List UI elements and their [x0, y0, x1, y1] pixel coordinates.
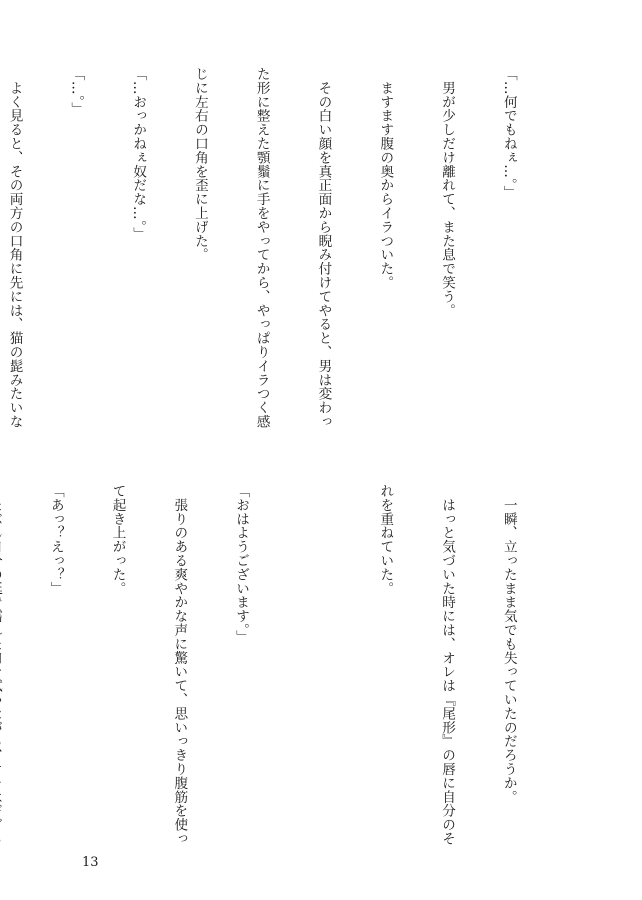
text-line: ますます腹の奥からイラついた。 — [377, 67, 394, 290]
text-line: 「…おっかねぇ奴だな…。」 — [130, 67, 147, 241]
text-line: その白い顔を真正面から睨み付けてやると、男は変わっ — [315, 67, 332, 429]
text-line: 「…何でもねぇ…。」 — [500, 67, 517, 200]
upper-text-block — [0, 67, 560, 429]
lower-text-block — [0, 484, 560, 846]
text-line: じに左右の口角を歪に上げた。 — [191, 67, 208, 262]
text-line: れを重ねていた。 — [377, 484, 394, 596]
text-line — [0, 484, 4, 814]
text-line: た形に整えた顎鬚に手をやってから、やっぱりイラつく感 — [253, 67, 270, 429]
text-line: 張りのある爽やかな声に驚いて、思いっきり腹筋を使っ — [171, 484, 188, 846]
text-line: 一瞬、立ったまま気でも失っていたのだろうか。 — [500, 484, 517, 804]
text-line: はっと気づいた時には、オレは『尾形』の唇に自分のそ — [439, 484, 456, 846]
text-line: て起き上がった。 — [109, 484, 126, 596]
text-line: 「…。」 — [68, 67, 85, 116]
text-line: 男が少しだけ離れて、また息で笑う。 — [439, 67, 456, 318]
page-number: 13 — [82, 855, 99, 870]
text-line: 「おはようございます。」 — [233, 484, 250, 644]
text-line: よく見ると、その両方の口角に先には、猫の髭みたいな — [6, 67, 23, 429]
text-line: 「あっ？えっ？」 — [47, 484, 64, 596]
